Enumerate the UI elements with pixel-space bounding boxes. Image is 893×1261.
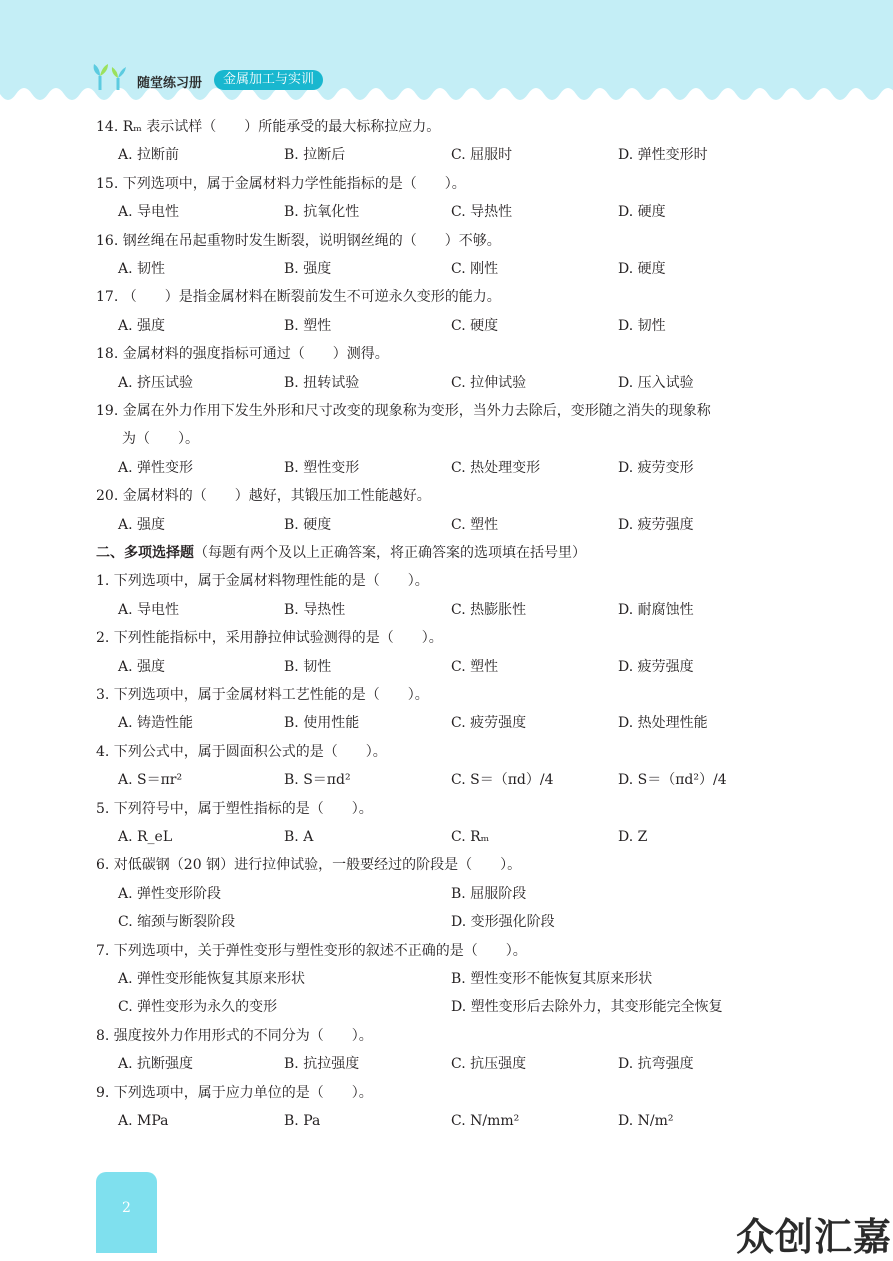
answer-option: B. 塑性变形 [284,460,360,476]
page-header [0,0,893,108]
answer-option: D. 耐腐蚀性 [618,602,694,618]
page-number: 2 [122,1200,131,1216]
answer-option: A. 导电性 [118,602,180,618]
answer-option: D. 韧性 [618,318,666,334]
answer-option: C. 硬度 [451,318,499,334]
question-stem: 17. （ ）是指金属材料在断裂前发生不可逆永久变形的能力。 [96,289,501,305]
question-stem: 18. 金属材料的强度指标可通过（ ）测得。 [96,346,389,362]
section-instruction: （每题有两个及以上正确答案，将正确答案的选项填在括号里） [194,545,586,561]
question-stem: 19. 金属在外力作用下发生外形和尺寸改变的现象称为变形，当外力去除后，变形随之消失的现象称 [96,403,711,419]
question-stem: 20. 金属材料的（ ）越好，其锻压加工性能越好。 [96,488,431,504]
answer-option: D. 抗弯强度 [618,1056,694,1072]
answer-option: D. 疲劳变形 [618,460,694,476]
question-stem: 1. 下列选项中，属于金属材料物理性能的是（ ）。 [96,573,429,589]
answer-option: B. 韧性 [284,659,332,675]
answer-option: D. 疲劳强度 [618,517,694,533]
answer-option: A. MPa [118,1113,169,1129]
section-title: 二、多项选择题 [96,545,194,561]
answer-option: B. S＝πd² [284,772,351,788]
answer-option: C. 塑性 [451,659,499,675]
question-stem: 8. 强度按外力作用形式的不同分为（ ）。 [96,1028,373,1044]
answer-option: A. 韧性 [118,261,166,277]
answer-option: C. 缩颈与断裂阶段 [118,914,236,930]
answer-option: C. 热处理变形 [451,460,541,476]
answer-option: D. S＝（πd²）/4 [618,772,727,788]
answer-option: A. 强度 [118,517,166,533]
question-stem: 2. 下列性能指标中，采用静拉伸试验测得的是（ ）。 [96,630,443,646]
answer-option: D. 压入试验 [618,375,694,391]
answer-option: B. 屈服阶段 [451,886,527,902]
answer-option: D. Z [618,829,648,845]
answer-option: C. 导热性 [451,204,513,220]
answer-option: A. R_eL [118,829,173,845]
question-stem: 5. 下列符号中，属于塑性指标的是（ ）。 [96,801,373,817]
answer-option: B. 抗氧化性 [284,204,360,220]
question-stem: 4. 下列公式中，属于圆面积公式的是（ ）。 [96,744,387,760]
answer-option: A. 铸造性能 [118,715,194,731]
question-stem: 为（ ）。 [122,431,199,447]
sprout-logo-icon [92,62,132,92]
book-title: 随堂练习册 [137,76,203,91]
answer-option: A. 拉断前 [118,147,180,163]
answer-option: B. 硬度 [284,517,332,533]
question-stem: 9. 下列选项中，属于应力单位的是（ ）。 [96,1085,373,1101]
answer-option: B. 塑性 [284,318,332,334]
answer-option: A. 弹性变形能恢复其原来形状 [118,971,306,987]
answer-option: B. 拉断后 [284,147,346,163]
answer-option: A. 强度 [118,318,166,334]
question-stem: 7. 下列选项中，关于弹性变形与塑性变形的叙述不正确的是（ ）。 [96,943,527,959]
watermark-text: 众创汇嘉 [736,1215,893,1259]
answer-option: A. S＝πr² [118,772,183,788]
answer-option: C. 热膨胀性 [451,602,527,618]
answer-option: A. 抗断强度 [118,1056,194,1072]
answer-option: B. 扭转试验 [284,375,360,391]
question-stem: 3. 下列选项中，属于金属材料工艺性能的是（ ）。 [96,687,429,703]
question-stem: 6. 对低碳钢（20 钢）进行拉伸试验，一般要经过的阶段是（ ）。 [96,857,522,873]
answer-option: A. 强度 [118,659,166,675]
answer-option: C. 刚性 [451,261,499,277]
answer-option: B. 塑性变形不能恢复其原来形状 [451,971,653,987]
question-stem: 14. Rₘ 表示试样（ ）所能承受的最大标称拉应力。 [96,119,441,135]
answer-option: D. 弹性变形时 [618,147,708,163]
answer-option: B. A [284,829,314,845]
answer-option: B. Pa [284,1113,321,1129]
answer-option: C. N/mm² [451,1113,520,1129]
header-wave-decoration [0,84,893,114]
answer-option: D. 变形强化阶段 [451,914,555,930]
answer-option: D. 塑性变形后去除外力，其变形能完全恢复 [451,999,723,1015]
answer-option: D. 硬度 [618,204,666,220]
answer-option: C. Rₘ [451,829,490,845]
question-stem: 16. 钢丝绳在吊起重物时发生断裂，说明钢丝绳的（ ）不够。 [96,233,501,249]
answer-option: B. 使用性能 [284,715,360,731]
answer-option: A. 导电性 [118,204,180,220]
answer-option: B. 导热性 [284,602,346,618]
question-stem: 15. 下列选项中，属于金属材料力学性能指标的是（ ）。 [96,176,466,192]
answer-option: D. 热处理性能 [618,715,708,731]
answer-option: A. 弹性变形阶段 [118,886,222,902]
answer-option: D. 疲劳强度 [618,659,694,675]
answer-option: D. 硬度 [618,261,666,277]
answer-option: C. 屈服时 [451,147,513,163]
answer-option: C. 弹性变形为永久的变形 [118,999,278,1015]
section-heading [96,541,586,565]
answer-option: C. S＝（πd）/4 [451,772,554,788]
answer-option: C. 抗压强度 [451,1056,527,1072]
answer-option: A. 挤压试验 [118,375,194,391]
answer-option: C. 拉伸试验 [451,375,527,391]
answer-option: D. N/m² [618,1113,674,1129]
answer-option: B. 强度 [284,261,332,277]
answer-option: C. 疲劳强度 [451,715,527,731]
answer-option: A. 弹性变形 [118,460,194,476]
subject-badge: 金属加工与实训 [214,70,323,90]
answer-option: B. 抗拉强度 [284,1056,360,1072]
answer-option: C. 塑性 [451,517,499,533]
